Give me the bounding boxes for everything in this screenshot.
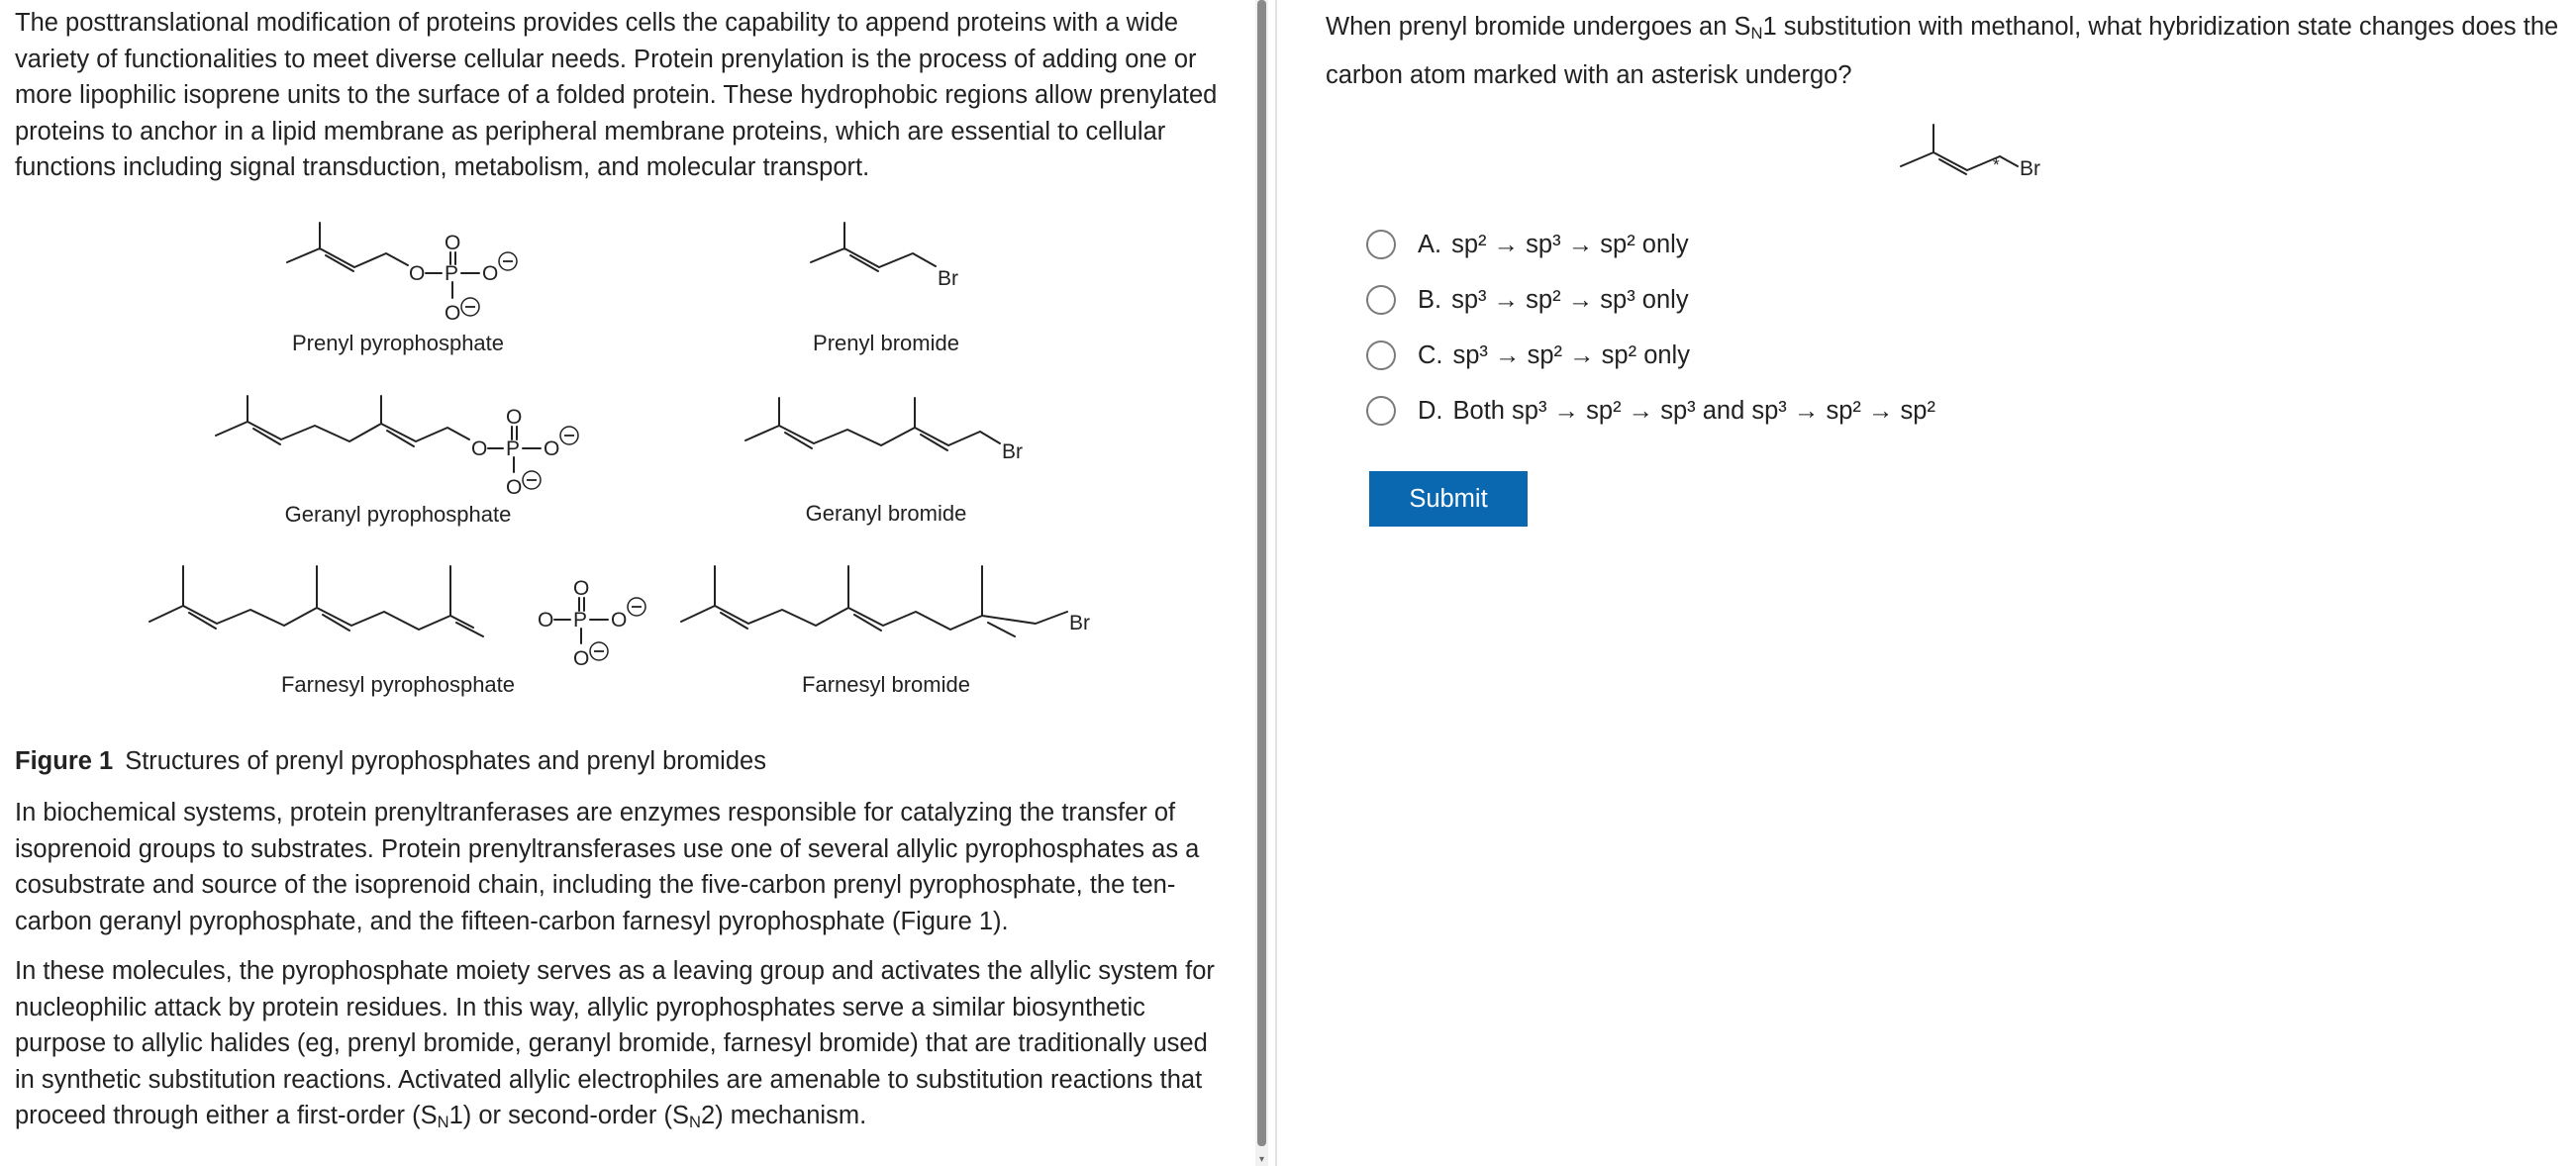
atom-o: O bbox=[471, 437, 488, 460]
farnesyl-bromide-structure bbox=[681, 566, 1090, 636]
label-farnesyl-bromide: Farnesyl bromide bbox=[802, 672, 970, 697]
label-prenyl-pyrophosphate: Prenyl pyrophosphate bbox=[291, 331, 505, 355]
option-a-label bbox=[1418, 231, 1689, 259]
structure-br-label: Br bbox=[2020, 157, 2040, 180]
scroll-down-arrow-icon[interactable]: ▾ bbox=[1258, 1154, 1265, 1165]
passage-paragraph-1: The posttranslational modification of proteins provides cells the capability to append proteins with a wide variety of functionalities to meet diverse cellular needs. Protein prenylation is the process of adding one or more lipophilic isoprene units to the surface of a folded protein. These hydrophobic regions allow prenylated proteins to anchor in a lipid membrane as peripheral membrane proteins, which are essential to cellular functions including signal transduction, metabolism, and molecular transport. bbox=[15, 9, 1218, 181]
submit-button[interactable]: Submit bbox=[1369, 471, 1528, 527]
option-text: sp² → sp³ → sp² only bbox=[1451, 230, 1689, 258]
option-d-label bbox=[1418, 397, 1935, 426]
question-panel bbox=[1277, 0, 2576, 1166]
radio-option-a[interactable] bbox=[1366, 230, 1396, 259]
option-letter: D. bbox=[1418, 396, 1443, 425]
atom-br: Br bbox=[938, 267, 958, 290]
atom-o: O bbox=[506, 476, 523, 499]
atom-o: O bbox=[538, 609, 554, 632]
atom-o: O bbox=[573, 647, 590, 670]
option-d[interactable] bbox=[1366, 391, 1935, 431]
option-text: sp³ → sp² → sp³ only bbox=[1451, 285, 1689, 314]
question-stem bbox=[1326, 6, 2568, 97]
question-part2: 1 substitution with methanol, what hybridization state changes does the carbon atom marked with an asterisk undergo? bbox=[1326, 13, 2559, 90]
figure-caption-label: Figure 1 bbox=[15, 747, 114, 775]
atom-o: O bbox=[506, 406, 523, 429]
passage-p3-part3: 2) mechanism. bbox=[700, 1102, 867, 1129]
geranyl-bromide-structure bbox=[745, 398, 1023, 463]
atom-o: O bbox=[445, 232, 461, 254]
atom-o: O bbox=[544, 437, 560, 460]
passage-paragraph-3 bbox=[15, 953, 1228, 1141]
option-c-label bbox=[1418, 341, 1690, 370]
question-part1: When prenyl bromide undergoes an S bbox=[1326, 13, 1751, 41]
sn-subscript: N bbox=[688, 1113, 701, 1132]
prenyl-bromide-structure bbox=[811, 223, 958, 290]
option-b-label bbox=[1418, 286, 1689, 315]
option-text: sp³ → sp² → sp² only bbox=[1452, 340, 1690, 369]
radio-option-d[interactable] bbox=[1366, 396, 1396, 426]
figure-caption bbox=[15, 743, 766, 779]
atom-o: O bbox=[409, 262, 426, 285]
figure-1-structures bbox=[0, 0, 1255, 732]
radio-option-c[interactable] bbox=[1366, 340, 1396, 370]
asterisk-marker: * bbox=[1993, 155, 2000, 174]
option-c[interactable] bbox=[1366, 336, 1690, 375]
atom-o: O bbox=[573, 577, 590, 600]
atom-br: Br bbox=[1002, 440, 1023, 463]
farnesyl-pyrophosphate-structure bbox=[149, 566, 645, 670]
option-text: Both sp³ → sp² → sp³ and sp³ → sp² → sp² bbox=[1452, 396, 1935, 425]
option-letter: B. bbox=[1418, 285, 1442, 314]
prenyl-bromide-asterisk-structure bbox=[1891, 109, 2089, 208]
label-geranyl-bromide: Geranyl bromide bbox=[805, 501, 967, 526]
atom-p: P bbox=[445, 262, 459, 285]
atom-o: O bbox=[611, 609, 628, 632]
figure-caption-text: Structures of prenyl pyrophosphates and prenyl bromides bbox=[125, 747, 766, 775]
atom-p: P bbox=[573, 609, 588, 632]
label-prenyl-bromide: Prenyl bromide bbox=[813, 331, 959, 355]
option-b[interactable] bbox=[1366, 280, 1689, 320]
option-letter: C. bbox=[1418, 340, 1443, 369]
geranyl-pyrophosphate-structure bbox=[216, 396, 578, 499]
sn-subscript: N bbox=[437, 1113, 449, 1132]
passage-p3-part2: 1) or second-order (S bbox=[448, 1102, 689, 1129]
label-farnesyl-pyrophosphate: Farnesyl pyrophosphate bbox=[280, 672, 516, 697]
prenyl-pyrophosphate-structure bbox=[287, 223, 517, 325]
atom-br: Br bbox=[1069, 612, 1090, 634]
atom-o: O bbox=[482, 262, 499, 285]
radio-option-b[interactable] bbox=[1366, 285, 1396, 315]
question-subscript: N bbox=[1750, 24, 1763, 44]
passage-panel bbox=[0, 0, 1255, 1166]
scrollbar-thumb[interactable] bbox=[1257, 0, 1266, 1146]
passage-p3-part1: In these molecules, the pyrophosphate moiety serves as a leaving group and activates the allylic system for nucleophilic attack by protein residues. In this way, allylic pyrophosphates serve a similar biosynthetic purpose to allylic halides (eg, prenyl bromide, geranyl bromide, farnesyl bromide) that are traditionally used in synthetic substitution reactions. Activated allylic electrophiles are amenable to substitution reactions that proceed through either a first-order (S bbox=[15, 957, 1215, 1129]
label-geranyl-pyrophosphate: Geranyl pyrophosphate bbox=[284, 502, 512, 527]
atom-o: O bbox=[445, 302, 461, 325]
passage-paragraph-2: In biochemical systems, protein prenyltranferases are enzymes responsible for catalyzing the transfer of isoprenoid groups to substrates. Protein prenyltransferases use one of several allylic pyrophosphates as a cosubstrate and source of the isoprenoid chain, including the five-carbon prenyl pyrophosphate, the ten-carbon geranyl pyrophosphate, and the fifteen-carbon farnesyl pyrophosphate (Figure 1). bbox=[15, 799, 1200, 935]
option-letter: A. bbox=[1418, 230, 1442, 258]
atom-p: P bbox=[506, 437, 521, 460]
option-a[interactable] bbox=[1366, 225, 1689, 264]
